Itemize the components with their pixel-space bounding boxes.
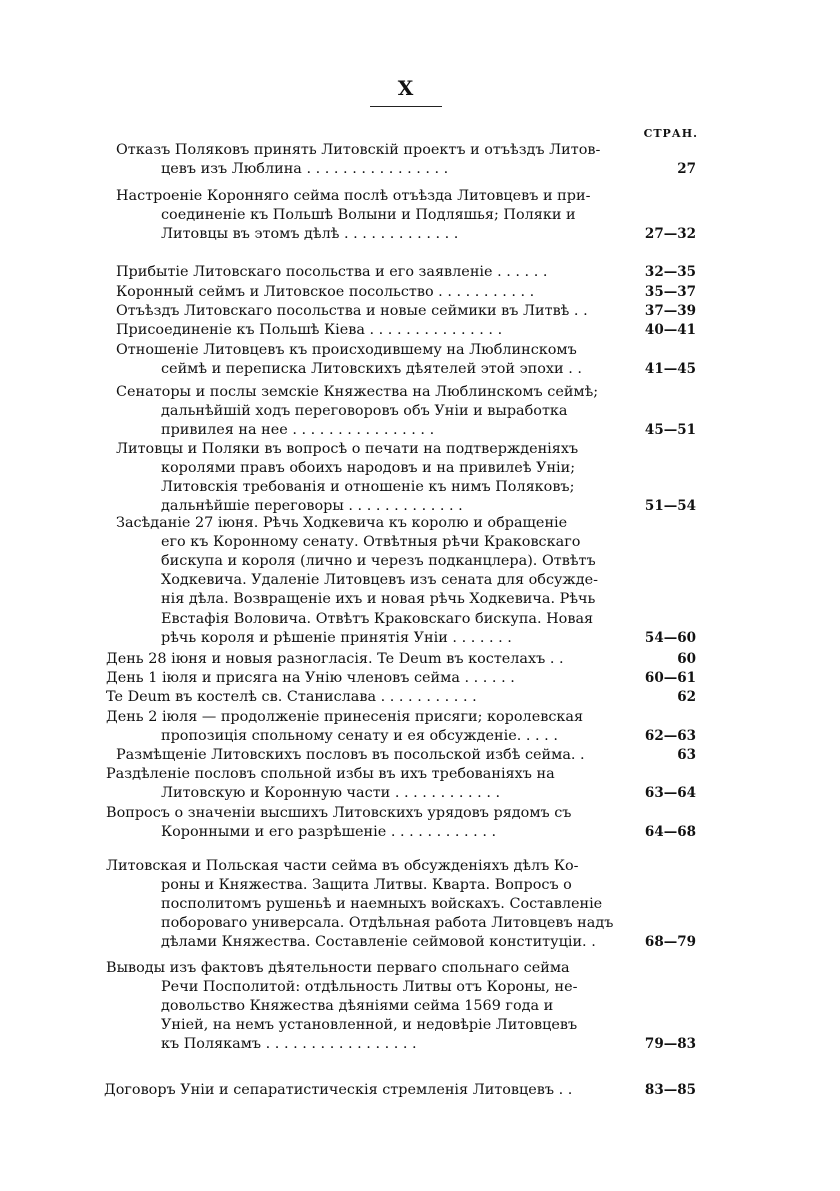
- toc-entry-pages: 62: [677, 689, 696, 705]
- toc-entry: [104, 708, 696, 746]
- toc-entry-pages: 54—60: [644, 629, 696, 646]
- toc-entry-text: Евстафія Воловича. Отвѣтъ Краковскаго бискупа. Новая: [161, 610, 594, 627]
- toc-entry-text: его къ Коронному сенату. Отвѣтныя рѣчи Краковскаго: [161, 534, 581, 551]
- toc-entry-line: [116, 440, 578, 459]
- toc-entry-line: [161, 402, 568, 421]
- toc-entry: [104, 341, 696, 379]
- toc-entry: [104, 688, 696, 707]
- toc-entry-text: сеймѣ и переписка Литовскихъ дѣятелей этой эпохи . .: [161, 361, 582, 378]
- toc-entry-line: [161, 629, 512, 648]
- toc-entry: [104, 669, 696, 688]
- toc-entry-line: [161, 823, 496, 842]
- toc-entry: [104, 141, 696, 179]
- toc-entry-line: [161, 727, 558, 746]
- toc-entry-text: Договоръ Уніи и сепаратистическія стремленія Литовцевъ . .: [104, 1082, 573, 1098]
- toc-entry-line: [116, 283, 534, 302]
- toc-entry-text: Размѣщеніе Литовскихъ пословъ въ посольской избѣ сейма. .: [116, 747, 585, 763]
- toc-entry-line: [161, 997, 553, 1016]
- page-header: [368, 76, 444, 107]
- toc-entry: [104, 514, 696, 648]
- toc-entry-pages: 68—79: [644, 934, 696, 951]
- toc-entry-text: Раздѣленіе пословъ спольной избы въ ихъ требованіяхъ на: [106, 766, 555, 782]
- toc-entry-text: Присоединеніе къ Польшѣ Кіева . . . . . . . . . . . . . . .: [116, 322, 503, 338]
- toc-entry-line: [161, 610, 593, 629]
- toc-entry-text: дальнѣйшій ходъ переговоровъ объ Уніи и выработка: [161, 403, 568, 420]
- toc-entry-line: [161, 571, 598, 590]
- toc-entry-text: соединеніе къ Польшѣ Волыни и Подляшья; Поляки и: [161, 207, 576, 224]
- toc-entry-text: Ходкевича. Удаленіе Литовцевъ изъ сената для обсужде-: [161, 572, 598, 589]
- toc-entry-pages: 63—64: [644, 785, 696, 802]
- toc-entry-text: цевъ изъ Люблина . . . . . . . . . . . . . . . .: [161, 161, 449, 178]
- toc-entry-line: [161, 552, 596, 571]
- toc-entry-text: Засѣданіе 27 іюня. Рѣчь Ходкевича къ королю и обращеніе: [116, 515, 568, 531]
- toc-entry: [104, 383, 696, 440]
- toc-entry-line: [161, 459, 575, 478]
- toc-entry-text: Литовцы и Поляки въ вопросѣ о печати на подтвержденіяхъ: [116, 441, 579, 457]
- toc-entry-text: Отказъ Поляковъ принять Литовскій проектъ и отъѣздъ Литов-: [116, 142, 601, 158]
- toc-entry-text: Выводы изъ фактовъ дѣятельности перваго спольнаго сейма: [106, 960, 570, 976]
- toc-entry-text: День 28 іюня и новыя разногласія. Te Deum въ костелахъ . .: [106, 651, 564, 667]
- toc-entry-text: дѣлами Княжества. Составленіе сеймовой конституціи. .: [161, 934, 596, 951]
- toc-entry-text: Речи Посполитой: отдѣльность Литвы отъ Короны, не-: [161, 979, 578, 996]
- toc-entry-line: [106, 959, 570, 978]
- toc-entry-pages: 27: [677, 161, 696, 178]
- toc-entry-line: [106, 804, 571, 823]
- toc-entry-line: [116, 187, 590, 206]
- toc-entry-line: [116, 383, 598, 402]
- toc-entry-text: Настроеніе Коронняго сейма послѣ отъѣзда Литовцевъ и при-: [116, 188, 591, 204]
- toc-entry-pages: 51—54: [644, 498, 696, 515]
- toc-entry: [104, 746, 696, 765]
- toc-entry-text: королями правъ обоихъ народовъ и на привилеѣ Уніи;: [161, 460, 576, 477]
- toc-entry-text: къ Полякамъ . . . . . . . . . . . . . . . . .: [161, 1036, 417, 1053]
- toc-entry-line: [161, 206, 576, 225]
- toc-entry-text: пропозиція спольному сенату и ея обсужденіе. . . . .: [161, 728, 558, 745]
- toc-entry-text: посполитомъ рушеньѣ и наемныхъ войскахъ. Составленіе: [161, 896, 603, 913]
- toc-entry-line: [161, 533, 580, 552]
- toc-entry: [104, 857, 696, 953]
- toc-entry-line: [116, 341, 577, 360]
- toc-entry-pages: 63: [677, 747, 696, 763]
- toc-entry: [104, 765, 696, 803]
- toc-entry-text: Отъѣздъ Литовскаго посольства и новые сеймики въ Литвѣ . .: [116, 303, 588, 319]
- toc-entry-pages: 83—85: [644, 1082, 696, 1098]
- toc-entry-line: [161, 784, 500, 803]
- toc-entry-text: привилея на нее . . . . . . . . . . . . . . . .: [161, 422, 435, 439]
- toc-entry-line: [106, 857, 579, 876]
- toc-entry-text: Литовцы въ этомъ дѣлѣ . . . . . . . . . . . . .: [161, 226, 459, 243]
- toc-entry-line: [161, 225, 458, 244]
- toc-entry: [104, 650, 696, 669]
- toc-entry: [104, 959, 696, 1055]
- toc-entry-text: Литовскую и Коронную части . . . . . . . . . . . .: [161, 785, 501, 802]
- toc-entry-line: [161, 933, 596, 952]
- toc-entry-text: Литовскія требованія и отношеніе къ нимъ Поляковъ;: [161, 479, 575, 496]
- toc-entry-text: День 1 іюля и присяга на Унію членовъ сейма . . . . . .: [106, 670, 515, 686]
- toc-entry-text: дальнѣйшіе переговоры . . . . . . . . . . . . .: [161, 498, 463, 515]
- toc-entry-line: [106, 708, 583, 727]
- toc-entry: [104, 283, 696, 302]
- toc-entry-text: Прибытіе Литовскаго посольства и его заявленіе . . . . . .: [116, 264, 548, 280]
- toc-entry-text: побороваго универсала. Отдѣльная работа Литовцевъ надъ: [161, 915, 614, 932]
- toc-entry-pages: 62—63: [644, 728, 696, 745]
- toc-entry-line: [116, 302, 588, 321]
- toc-entry-text: роны и Княжества. Защита Литвы. Кварта. Вопросъ о: [161, 877, 572, 894]
- header-rule: [370, 106, 442, 107]
- toc-entry-pages: 60—61: [644, 670, 696, 686]
- toc-entry-line: [161, 876, 572, 895]
- toc-entry-line: [161, 590, 595, 609]
- toc-entry-line: [106, 650, 564, 669]
- toc-entry: [104, 804, 696, 842]
- toc-entry: [104, 321, 696, 340]
- column-heading: СТРАН.: [643, 127, 698, 140]
- toc-entry-pages: 37—39: [644, 303, 696, 319]
- toc-entry-line: [116, 263, 547, 282]
- toc-entry-line: [161, 895, 602, 914]
- toc-entry-pages: 79—83: [644, 1036, 696, 1053]
- toc-entry: [104, 263, 696, 282]
- toc-entry-pages: 45—51: [644, 422, 696, 439]
- toc-entry-line: [106, 669, 515, 688]
- toc-entry-line: [116, 746, 585, 765]
- toc-entry-text: Литовская и Польская части сейма въ обсужденіяхъ дѣлъ Ко-: [106, 858, 579, 874]
- toc-entry-line: [106, 765, 555, 784]
- toc-entry-text: Коронный сеймъ и Литовское посольство . . . . . . . . . . .: [116, 284, 535, 300]
- toc-entry-text: Сенаторы и послы земскіе Княжества на Люблинскомъ сеймѣ;: [116, 384, 599, 400]
- toc-entry-line: [116, 141, 600, 160]
- toc-entry: [104, 302, 696, 321]
- toc-entry-text: Коронными и его разрѣшеніе . . . . . . . . . . . .: [161, 824, 497, 841]
- toc-entry-pages: 60: [677, 651, 696, 667]
- toc-entry: [104, 440, 696, 516]
- toc-entry-text: Отношеніе Литовцевъ къ происходившему на Люблинскомъ: [116, 342, 577, 358]
- toc-entry-pages: 35—37: [644, 284, 696, 300]
- toc-entry-line: [106, 688, 477, 707]
- toc-entry-line: [104, 1081, 572, 1100]
- toc-entry-line: [161, 1016, 577, 1035]
- toc-entry-line: [161, 421, 434, 440]
- toc-entry-text: Te Deum въ костелѣ св. Станислава . . . . . . . . . . .: [106, 689, 477, 705]
- toc-entry-text: День 2 іюля — продолженіе принесенія присяги; королевская: [106, 709, 584, 725]
- toc-entry-line: [161, 978, 578, 997]
- toc-entry-line: [161, 360, 582, 379]
- page-number: X: [397, 76, 415, 100]
- toc-entry-line: [161, 478, 574, 497]
- toc-entry-text: довольство Княжества дѣяніями сейма 1569 года и: [161, 998, 554, 1015]
- toc-entry: [104, 1081, 696, 1100]
- toc-entry-line: [161, 914, 613, 933]
- toc-entry-pages: 32—35: [644, 264, 696, 280]
- toc-entry-text: рѣчь короля и рѣшеніе принятія Уніи . . . . . . .: [161, 629, 512, 646]
- toc-entry-text: бискупа и короля (лично и черезъ подканцлера). Отвѣтъ: [161, 553, 596, 570]
- toc-entry-text: Уніей, на немъ установленной, и недовѣріе Литовцевъ: [161, 1017, 578, 1034]
- toc-entry-line: [161, 160, 448, 179]
- toc-entry-text: Вопросъ о значеніи высшихъ Литовскихъ урядовъ рядомъ съ: [106, 805, 572, 821]
- toc-entry-pages: 41—45: [644, 361, 696, 378]
- toc-entry-pages: 40—41: [644, 322, 696, 338]
- toc-entry-text: нія дѣла. Возвращеніе ихъ и новая рѣчь Ходкевича. Рѣчь: [161, 591, 596, 608]
- toc-entry-line: [161, 1035, 417, 1054]
- toc-entry-line: [116, 321, 502, 340]
- toc-entry: [104, 187, 696, 244]
- toc-entry-line: [116, 514, 567, 533]
- toc-entry-pages: 64—68: [644, 824, 696, 841]
- toc-entry-pages: 27—32: [644, 226, 696, 243]
